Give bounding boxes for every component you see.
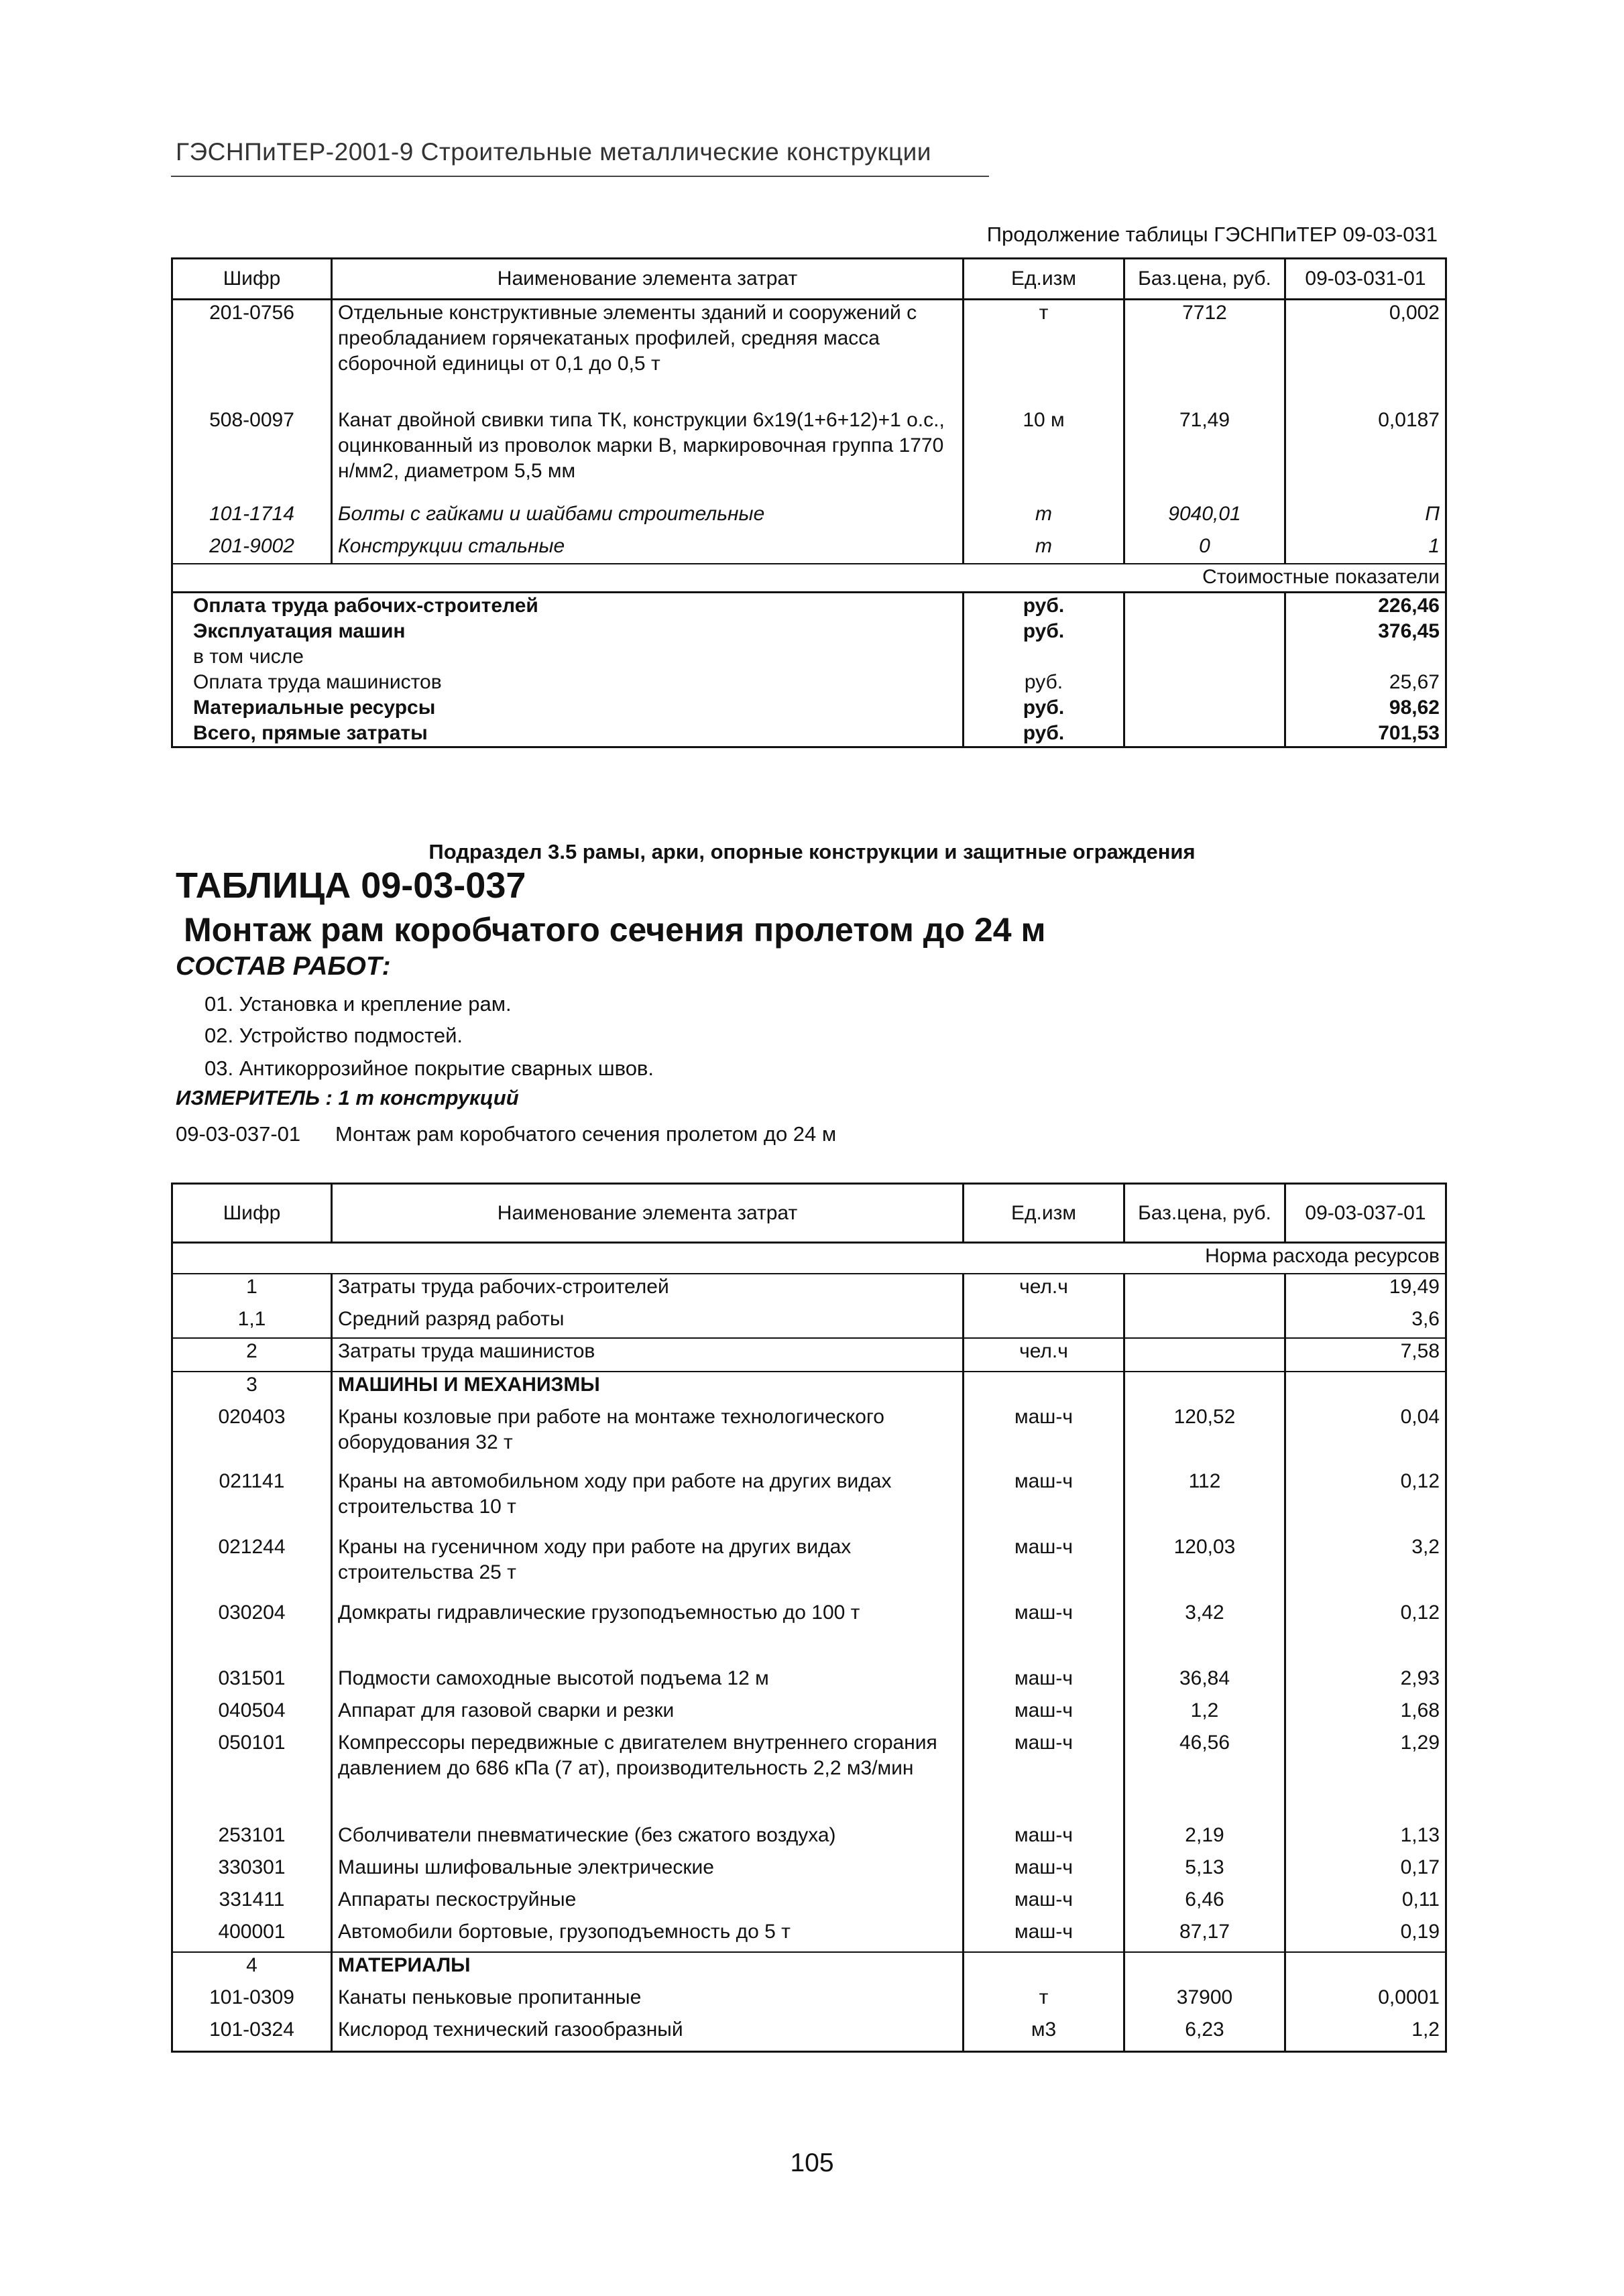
row-price: 37900 xyxy=(1124,1985,1285,2017)
cost-unit: руб. xyxy=(964,619,1124,644)
row-value xyxy=(1285,1372,1446,1404)
table-row xyxy=(172,408,1446,501)
table-row xyxy=(172,534,1446,564)
table-row xyxy=(172,1887,1446,1919)
cost-unit: руб. xyxy=(964,721,1124,747)
col-header-name: Наименование элемента затрат xyxy=(332,1184,964,1243)
cost-name: Оплата труда рабочих-строителей xyxy=(172,593,964,619)
row-unit: 10 м xyxy=(964,408,1124,501)
table-09-03-031-continuation xyxy=(171,257,1447,748)
row-value: 0,11 xyxy=(1285,1887,1446,1919)
table-row xyxy=(172,1469,1446,1534)
row-value: П xyxy=(1285,501,1446,534)
col-header-price: Баз.цена, руб. xyxy=(1124,1184,1285,1243)
cost-unit: руб. xyxy=(964,593,1124,619)
row-unit: маш-ч xyxy=(964,1404,1124,1469)
row-value: 0,12 xyxy=(1285,1469,1446,1534)
table-row xyxy=(172,300,1446,408)
row-unit: маш-ч xyxy=(964,1698,1124,1730)
row-unit: чел.ч xyxy=(964,1338,1124,1372)
table-row xyxy=(172,1372,1446,1404)
row-unit: маш-ч xyxy=(964,1823,1124,1855)
row-unit: чел.ч xyxy=(964,1274,1124,1307)
row-name: Краны на автомобильном ходу при работе на других видах строительства 10 т xyxy=(332,1469,964,1534)
page-number: 105 xyxy=(790,2149,834,2177)
row-value: 0,04 xyxy=(1285,1404,1446,1469)
row-name: Автомобили бортовые, грузоподъемность до 5 т xyxy=(332,1919,964,1952)
row-unit: маш-ч xyxy=(964,1534,1124,1600)
row-name: Аппарат для газовой сварки и резки xyxy=(332,1698,964,1730)
cost-value: 98,62 xyxy=(1285,695,1446,721)
cost-section-title: Стоимостные показатели xyxy=(172,564,1446,593)
row-code: 030204 xyxy=(172,1600,332,1666)
row-price: 7712 xyxy=(1124,300,1285,408)
row-value: 3,2 xyxy=(1285,1534,1446,1600)
row-price: 120,03 xyxy=(1124,1534,1285,1600)
row-name: Болты с гайками и шайбами строительные xyxy=(332,501,964,534)
row-value: 1,13 xyxy=(1285,1823,1446,1855)
table-row xyxy=(172,1952,1446,1985)
work-item: 02. Устройство подмостей. xyxy=(205,1024,463,1047)
row-value: 1,68 xyxy=(1285,1698,1446,1730)
row-price xyxy=(1124,1274,1285,1307)
row-unit: маш-ч xyxy=(964,1666,1124,1698)
row-price: 9040,01 xyxy=(1124,501,1285,534)
row-name: Машины шлифовальные электрические xyxy=(332,1855,964,1887)
row-name: Канат двойной свивки типа ТК, конструкции 6х19(1+6+12)+1 о.с., оцинкованный из проволок марки В, маркировочная группа 1770 н/мм2, диаметром 5,5 мм xyxy=(332,408,964,501)
table-row xyxy=(172,1919,1446,1952)
cost-unit xyxy=(964,644,1124,670)
row-code: 1 xyxy=(172,1274,332,1307)
row-value: 1,29 xyxy=(1285,1730,1446,1823)
row-code: 050101 xyxy=(172,1730,332,1823)
row-code: 2 xyxy=(172,1338,332,1372)
work-composition-heading: СОСТАВ РАБОТ: xyxy=(176,952,391,981)
running-header: ГЭСНПиТЕР-2001-9 Строительные металлические конструкции xyxy=(176,138,931,166)
measure-unit-line: ИЗМЕРИТЕЛЬ : 1 т конструкций xyxy=(176,1086,519,1109)
col-header-name: Наименование элемента затрат xyxy=(332,259,964,300)
cost-name: Оплата труда машинистов xyxy=(172,670,964,695)
table-row xyxy=(172,1600,1446,1666)
cost-unit: руб. xyxy=(964,695,1124,721)
norm-section-title: Норма расхода ресурсов xyxy=(172,1243,1446,1274)
row-value: 0,002 xyxy=(1285,300,1446,408)
table-label: ТАБЛИЦА 09-03-037 xyxy=(176,865,526,906)
row-unit: т xyxy=(964,501,1124,534)
cost-unit: руб. xyxy=(964,670,1124,695)
row-name: Средний разряд работы xyxy=(332,1307,964,1338)
row-value: 0,19 xyxy=(1285,1919,1446,1952)
col-header-code: Шифр xyxy=(172,259,332,300)
row-name: Подмости самоходные высотой подъема 12 м xyxy=(332,1666,964,1698)
row-price: 3,42 xyxy=(1124,1600,1285,1666)
table-row xyxy=(172,1823,1446,1855)
row-name: Аппараты пескоструйные xyxy=(332,1887,964,1919)
norm-code: 09-03-037-01 xyxy=(176,1122,301,1146)
row-name: Конструкции стальные xyxy=(332,534,964,564)
row-name: Затраты труда рабочих-строителей xyxy=(332,1274,964,1307)
table-row xyxy=(172,2017,1446,2052)
cost-name: в том числе xyxy=(172,644,964,670)
row-code: 101-0309 xyxy=(172,1985,332,2017)
row-price: 1,2 xyxy=(1124,1698,1285,1730)
row-unit xyxy=(964,1307,1124,1338)
row-code: 3 xyxy=(172,1372,332,1404)
row-price: 87,17 xyxy=(1124,1919,1285,1952)
cost-value xyxy=(1285,644,1446,670)
row-name: Краны на гусеничном ходу при работе на других видах строительства 25 т xyxy=(332,1534,964,1600)
row-price xyxy=(1124,1338,1285,1372)
table-title: Монтаж рам коробчатого сечения пролетом до 24 м xyxy=(184,911,1046,949)
row-name: Компрессоры передвижные с двигателем внутреннего сгорания давлением до 686 кПа (7 ат), производительность 2,2 м3/мин xyxy=(332,1730,964,1823)
col-header-unit: Ед.изм xyxy=(964,259,1124,300)
norm-code-line xyxy=(176,1122,837,1146)
row-code: 101-0324 xyxy=(172,2017,332,2052)
row-unit: маш-ч xyxy=(964,1730,1124,1823)
row-value: 0,12 xyxy=(1285,1600,1446,1666)
cost-value: 25,67 xyxy=(1285,670,1446,695)
row-code: 020403 xyxy=(172,1404,332,1469)
row-price: 36,84 xyxy=(1124,1666,1285,1698)
header-rule xyxy=(171,176,989,177)
table-row xyxy=(172,1730,1446,1823)
row-price: 0 xyxy=(1124,534,1285,564)
table-row xyxy=(172,1404,1446,1469)
table-row xyxy=(172,1855,1446,1887)
row-name: МАШИНЫ И МЕХАНИЗМЫ xyxy=(332,1372,964,1404)
cost-name: Всего, прямые затраты xyxy=(172,721,964,747)
row-price: 5,13 xyxy=(1124,1855,1285,1887)
row-name: Сболчиватели пневматические (без сжатого воздуха) xyxy=(332,1823,964,1855)
row-name: Канаты пеньковые пропитанные xyxy=(332,1985,964,2017)
row-name: Кислород технический газообразный xyxy=(332,2017,964,2052)
table-row xyxy=(172,1274,1446,1307)
row-code: 031501 xyxy=(172,1666,332,1698)
row-code: 331411 xyxy=(172,1887,332,1919)
subsection-title: Подраздел 3.5 рамы, арки, опорные конструкции и защитные ограждения xyxy=(428,840,1196,863)
row-value: 2,93 xyxy=(1285,1666,1446,1698)
col-header-norm: 09-03-037-01 xyxy=(1285,1184,1446,1243)
row-unit: м3 xyxy=(964,2017,1124,2052)
row-price xyxy=(1124,1952,1285,1985)
row-value: 1,2 xyxy=(1285,2017,1446,2052)
row-name: Отдельные конструктивные элементы зданий и сооружений с преобладанием горячекатаных профилей, средняя масса сборочной единицы от 0,1 до 0,5 т xyxy=(332,300,964,408)
row-value: 3,6 xyxy=(1285,1307,1446,1338)
row-value: 19,49 xyxy=(1285,1274,1446,1307)
row-unit: т xyxy=(964,534,1124,564)
table-row xyxy=(172,501,1446,534)
table-row xyxy=(172,1666,1446,1698)
row-price: 120,52 xyxy=(1124,1404,1285,1469)
row-unit: маш-ч xyxy=(964,1887,1124,1919)
table-row xyxy=(172,1307,1446,1338)
table-row xyxy=(172,1985,1446,2017)
row-price: 71,49 xyxy=(1124,408,1285,501)
cost-value: 376,45 xyxy=(1285,619,1446,644)
table-09-03-037 xyxy=(171,1183,1447,2053)
row-value: 0,0001 xyxy=(1285,1985,1446,2017)
table-row xyxy=(172,1338,1446,1372)
cost-name: Эксплуатация машин xyxy=(172,619,964,644)
row-unit: маш-ч xyxy=(964,1855,1124,1887)
row-code: 400001 xyxy=(172,1919,332,1952)
row-name: Затраты труда машинистов xyxy=(332,1338,964,1372)
row-name: МАТЕРИАЛЫ xyxy=(332,1952,964,1985)
cost-name: Материальные ресурсы xyxy=(172,695,964,721)
row-code: 201-9002 xyxy=(172,534,332,564)
row-code: 4 xyxy=(172,1952,332,1985)
row-unit xyxy=(964,1952,1124,1985)
row-unit: маш-ч xyxy=(964,1469,1124,1534)
row-unit: т xyxy=(964,1985,1124,2017)
row-price xyxy=(1124,1307,1285,1338)
row-price: 112 xyxy=(1124,1469,1285,1534)
row-code: 021141 xyxy=(172,1469,332,1534)
col-header-unit: Ед.изм xyxy=(964,1184,1124,1243)
col-header-code: Шифр xyxy=(172,1184,332,1243)
row-name: Домкраты гидравлические грузоподъемностью до 100 т xyxy=(332,1600,964,1666)
col-header-price: Баз.цена, руб. xyxy=(1124,259,1285,300)
row-code: 508-0097 xyxy=(172,408,332,501)
row-code: 253101 xyxy=(172,1823,332,1855)
row-value: 0,0187 xyxy=(1285,408,1446,501)
row-code: 1,1 xyxy=(172,1307,332,1338)
row-value: 7,58 xyxy=(1285,1338,1446,1372)
row-code: 040504 xyxy=(172,1698,332,1730)
row-unit: т xyxy=(964,300,1124,408)
row-price: 46,56 xyxy=(1124,1730,1285,1823)
col-header-norm: 09-03-031-01 xyxy=(1285,259,1446,300)
row-unit xyxy=(964,1372,1124,1404)
work-item: 01. Установка и крепление рам. xyxy=(205,992,512,1016)
cost-value: 226,46 xyxy=(1285,593,1446,619)
work-item: 03. Антикоррозийное покрытие сварных швов. xyxy=(205,1056,654,1080)
row-code: 330301 xyxy=(172,1855,332,1887)
row-unit: маш-ч xyxy=(964,1600,1124,1666)
cost-value: 701,53 xyxy=(1285,721,1446,747)
norm-name: Монтаж рам коробчатого сечения пролетом до 24 м xyxy=(335,1122,837,1146)
row-value xyxy=(1285,1952,1446,1985)
table-row xyxy=(172,1698,1446,1730)
row-value: 1 xyxy=(1285,534,1446,564)
row-price: 2,19 xyxy=(1124,1823,1285,1855)
table-row xyxy=(172,1534,1446,1600)
row-code: 101-1714 xyxy=(172,501,332,534)
row-value: 0,17 xyxy=(1285,1855,1446,1887)
row-code: 021244 xyxy=(172,1534,332,1600)
row-unit: маш-ч xyxy=(964,1919,1124,1952)
continuation-note: Продолжение таблицы ГЭСНПиТЕР 09-03-031 xyxy=(986,223,1438,246)
row-price: 6,46 xyxy=(1124,1887,1285,1919)
row-price: 6,23 xyxy=(1124,2017,1285,2052)
row-code: 201-0756 xyxy=(172,300,332,408)
row-price xyxy=(1124,1372,1285,1404)
row-name: Краны козловые при работе на монтаже технологического оборудования 32 т xyxy=(332,1404,964,1469)
